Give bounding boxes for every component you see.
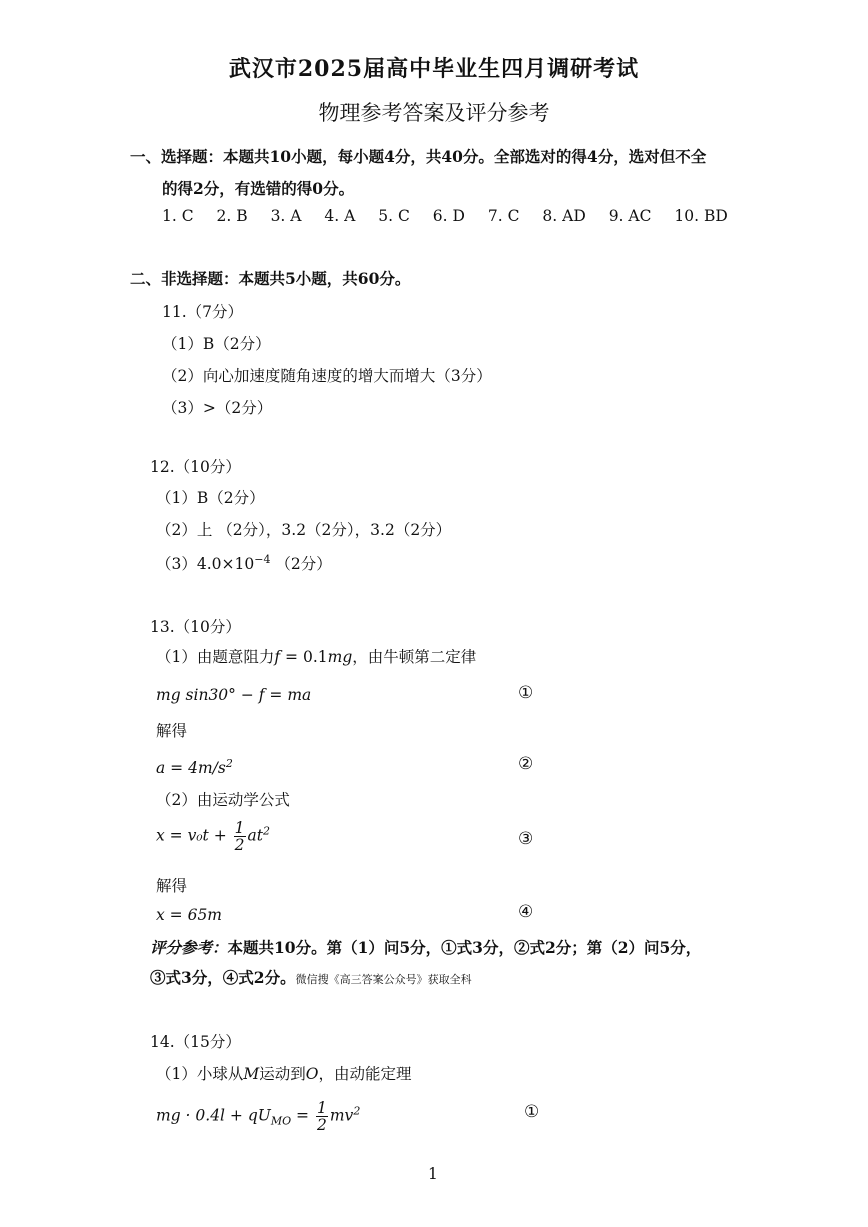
answer-item: 7. C	[487, 207, 520, 225]
section1-instructions-line2: 的得2分，有选错的得0分。	[162, 179, 355, 198]
exponent: 2	[263, 824, 270, 838]
q13-solve-1: 解得	[156, 722, 188, 740]
q14-part1-post: ，由动能定理	[318, 1065, 412, 1083]
equation-marker-3: ③	[518, 829, 534, 849]
q13-eq3-post: at	[247, 826, 263, 845]
q13-equation-4: x = 65m	[156, 906, 223, 924]
q14-eq1-eq: =	[291, 1106, 314, 1125]
answer-item: 6. D	[432, 207, 465, 225]
scoring-text: ③式3分，④式2分。	[150, 968, 296, 987]
symbol-f: f	[274, 648, 281, 666]
q13-scoring-line2	[150, 966, 472, 988]
scoring-label: 评分参考：	[150, 938, 228, 957]
fraction-numerator: 1	[316, 1099, 327, 1117]
q14-eq1-pre: mg · 0.4l + qU	[156, 1106, 271, 1125]
page-title: 武汉市2025届高中毕业生四月调研考试	[228, 56, 640, 82]
q12-heading: 12.（10分）	[150, 458, 241, 476]
exponent: 2	[225, 757, 233, 770]
choice-answers	[162, 207, 746, 225]
symbol-mg: mg	[327, 648, 353, 666]
answer-item: 2. B	[216, 207, 248, 225]
answer-item: 10. BD	[674, 207, 728, 225]
q11-part2: （2）向心加速度随角速度的增大而增大（3分）	[162, 367, 492, 385]
q12-part3-value: （3）4.0×10	[156, 555, 255, 573]
q13-scoring-line1	[150, 936, 701, 958]
answer-item: 9. AC	[608, 207, 652, 225]
scoring-text: 本题共10分。第（1）问5分，①式3分，②式2分；第（2）问5分，	[227, 938, 702, 957]
q13-equation-2	[156, 757, 233, 777]
q14-part1-text	[156, 1062, 412, 1084]
watermark-text: 微信搜《高三答案公众号》获取全科	[295, 973, 472, 986]
q14-part1-mid: 运动到	[259, 1065, 306, 1083]
subscript: MO	[270, 1114, 292, 1128]
q13-part1-pre: （1）由题意阻力	[156, 648, 275, 666]
q14-equation-1	[156, 1100, 360, 1133]
q13-equation-1: mg sin30° − f = ma	[156, 686, 312, 704]
q13-equation-3	[156, 820, 270, 853]
fraction-one-half	[234, 820, 246, 853]
equation-marker-4: ④	[518, 902, 534, 922]
q14-eq1-post: mv	[329, 1106, 354, 1125]
q13-part1-text	[156, 645, 476, 667]
q13-eq3-pre: x = v₀t +	[156, 826, 227, 845]
exponent: 2	[353, 1104, 361, 1118]
answer-item: 1. C	[162, 207, 194, 225]
fraction-denominator: 2	[234, 836, 245, 854]
q13-heading: 13.（10分）	[150, 618, 241, 636]
answer-item: 5. C	[378, 207, 410, 225]
exponent: −4	[254, 552, 271, 566]
equation-marker-2: ②	[518, 754, 534, 774]
q13-eq2-text: a = 4m/s	[156, 759, 226, 778]
q13-part2-text: （2）由运动学公式	[156, 791, 290, 809]
q11-part1: （1）B（2分）	[162, 335, 271, 353]
q13-part1-eq: = 0.1	[280, 648, 328, 666]
q12-part3	[156, 552, 332, 574]
q14-heading: 14.（15分）	[150, 1033, 241, 1051]
symbol-M: M	[243, 1065, 260, 1083]
q13-solve-2: 解得	[156, 877, 188, 895]
q12-part1: （1）B（2分）	[156, 489, 265, 507]
section1-instructions-line1: 一、选择题：本题共10小题，每小题4分，共40分。全部选对的得4分，选对但不全	[130, 147, 707, 166]
q13-part1-post: ，由牛顿第二定律	[352, 648, 477, 666]
answer-item: 8. AD	[542, 207, 586, 225]
q11-heading: 11.（7分）	[162, 303, 244, 321]
symbol-O: O	[305, 1065, 319, 1083]
answer-item: 3. A	[270, 207, 302, 225]
q11-part3: （3）>（2分）	[162, 399, 273, 417]
fraction-denominator: 2	[316, 1116, 327, 1134]
page-number: 1	[428, 1165, 438, 1183]
fraction-one-half	[316, 1100, 328, 1133]
equation-marker-1: ①	[518, 683, 534, 703]
section2-heading: 二、非选择题：本题共5小题，共60分。	[130, 269, 411, 288]
q12-part2: （2）上 （2分），3.2（2分），3.2（2分）	[156, 521, 452, 539]
page-subtitle: 物理参考答案及评分参考	[318, 101, 550, 125]
q12-part3-score: （2分）	[275, 555, 332, 573]
equation-marker-1: ①	[524, 1102, 540, 1122]
q14-part1-pre: （1）小球从	[156, 1065, 244, 1083]
answer-item: 4. A	[324, 207, 356, 225]
fraction-numerator: 1	[234, 819, 245, 837]
